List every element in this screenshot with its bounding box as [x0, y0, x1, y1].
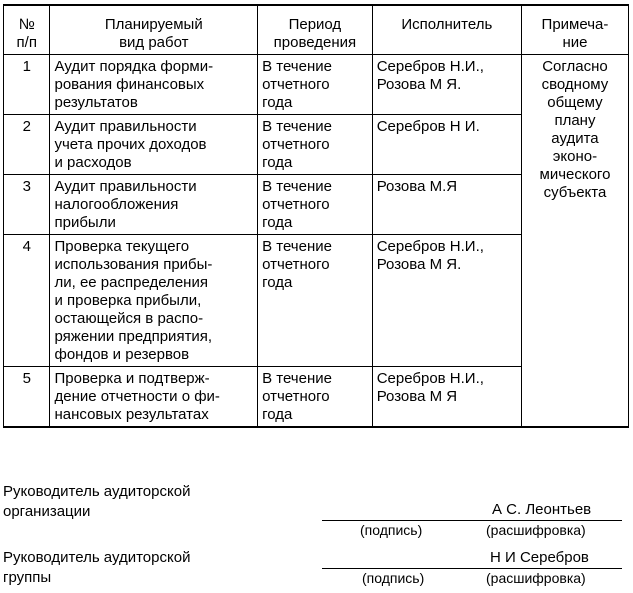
row-work: Проверка и подтверж- дение отчетности о фи- нансовых результатах	[50, 367, 258, 428]
row-executor: Серебров Н И.	[372, 115, 521, 175]
header-note: Примеча- ние	[521, 5, 628, 55]
row-period: В течение отчетного года	[258, 235, 373, 367]
name-caption: (расшифровка)	[486, 522, 586, 538]
signature-role-group: Руководитель аудиторской группы	[3, 549, 191, 586]
row-work: Аудит правильности учета прочих доходов и расходов	[50, 115, 258, 175]
signature-line	[322, 568, 482, 569]
audit-plan-table	[3, 4, 629, 428]
row-number: 2	[4, 115, 50, 175]
row-work: Проверка текущего использования прибы- ли, ее распределения и проверка прибыли, остающейся в распо- ряжении предприятия, фондов и резервов	[50, 235, 258, 367]
row-work: Аудит правильности налогообложения прибыли	[50, 175, 258, 235]
name-line	[482, 568, 622, 569]
signature-caption: (подпись)	[360, 522, 423, 538]
table-header-row	[4, 5, 629, 55]
header-period: Период проведения	[258, 5, 373, 55]
row-number: 1	[4, 55, 50, 115]
signature-caption: (подпись)	[362, 570, 425, 586]
signature-role-org: Руководитель аудиторской организации	[3, 483, 191, 520]
row-number: 5	[4, 367, 50, 428]
row-period: В течение отчетного года	[258, 175, 373, 235]
row-executor: Розова М.Я	[372, 175, 521, 235]
header-num: № п/п	[4, 5, 50, 55]
table-row	[4, 55, 629, 115]
header-executor: Исполнитель	[372, 5, 521, 55]
row-number: 4	[4, 235, 50, 367]
row-executor: Серебров Н.И., Розова М Я.	[372, 55, 521, 115]
signature-line	[322, 520, 482, 521]
name-line	[482, 520, 622, 521]
row-work: Аудит порядка форми- рования финансовых результатов	[50, 55, 258, 115]
row-period: В течение отчетного года	[258, 115, 373, 175]
signer-name: А С. Леонтьев	[492, 501, 592, 518]
signer-name: Н И Серебров	[490, 549, 589, 566]
row-period: В течение отчетного года	[258, 367, 373, 428]
name-caption: (расшифровка)	[486, 570, 586, 586]
row-period: В течение отчетного года	[258, 55, 373, 115]
row-number: 3	[4, 175, 50, 235]
note-merged-cell: Согласно сводному общему плану аудита эконо- мического субъекта	[521, 55, 628, 428]
row-executor: Серебров Н.И., Розова М Я	[372, 367, 521, 428]
header-work: Планируемый вид работ	[50, 5, 258, 55]
row-executor: Серебров Н.И., Розова М Я.	[372, 235, 521, 367]
